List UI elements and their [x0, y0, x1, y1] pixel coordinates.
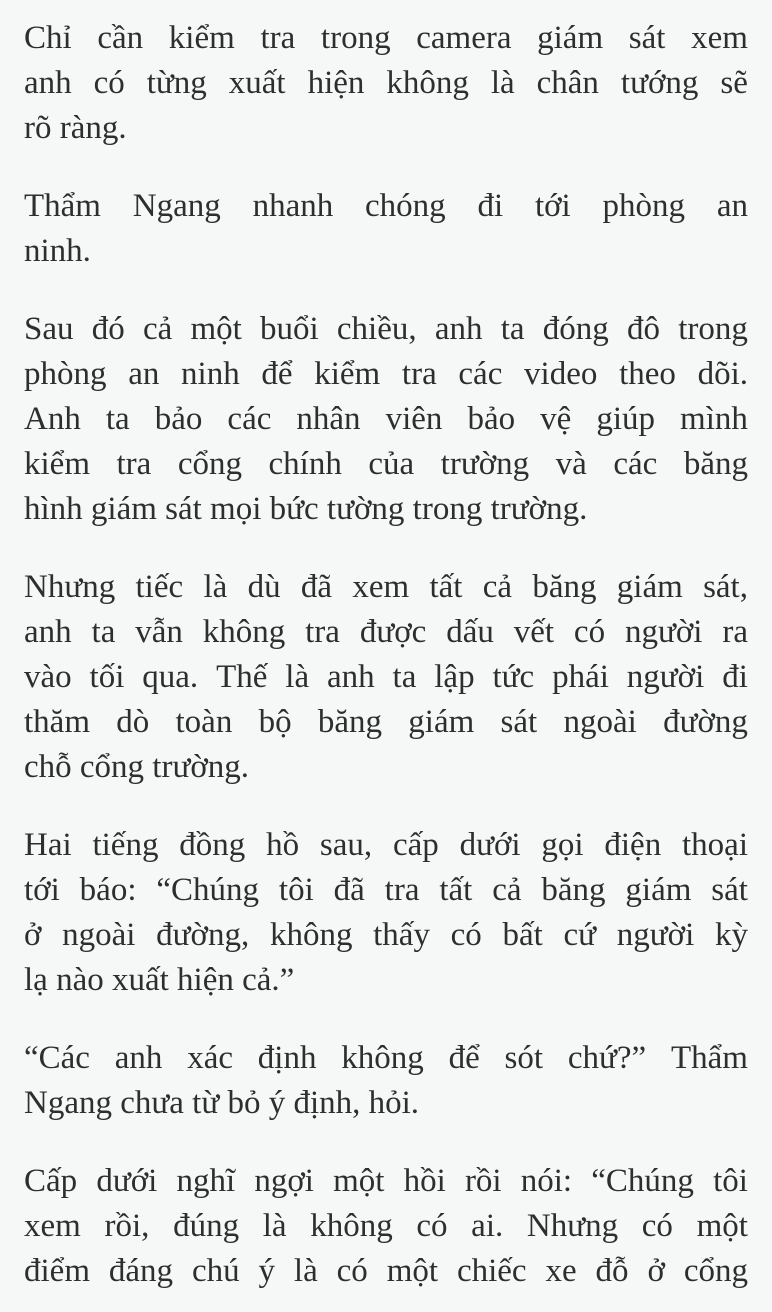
text-line: kiểm tra cổng chính của trường và các băng — [24, 446, 748, 482]
paragraph — [24, 565, 748, 790]
paragraph — [24, 823, 748, 1003]
text-line: ninh. — [24, 233, 91, 269]
text-line: chỗ cổng trường. — [24, 749, 250, 785]
text-line: phòng an ninh để kiểm tra các video theo dõi. — [24, 356, 748, 392]
paragraph — [24, 1036, 748, 1126]
text-line: ở ngoài đường, không thấy có bất cứ người kỳ — [24, 917, 748, 953]
text-line: rõ ràng. — [24, 110, 127, 146]
text-line: Sau đó cả một buổi chiều, anh ta đóng đô trong — [24, 311, 748, 347]
text-line: Thẩm Ngang nhanh chóng đi tới phòng an — [24, 188, 748, 224]
text-line: Nhưng tiếc là dù đã xem tất cả băng giám sát, — [24, 569, 748, 605]
paragraph — [24, 16, 748, 151]
text-line: anh có từng xuất hiện không là chân tướng sẽ — [24, 65, 748, 101]
text-line: tới báo: “Chúng tôi đã tra tất cả băng giám sát — [24, 872, 748, 908]
paragraph — [24, 1159, 748, 1294]
paragraph — [24, 184, 748, 274]
text-line: vào tối qua. Thế là anh ta lập tức phái người đi — [24, 659, 748, 695]
text-line: Hai tiếng đồng hồ sau, cấp dưới gọi điện thoại — [24, 827, 748, 863]
text-line: Ngang chưa từ bỏ ý định, hỏi. — [24, 1085, 420, 1121]
text-line: điểm đáng chú ý là có một chiếc xe đỗ ở cổng — [24, 1253, 748, 1289]
paragraph — [24, 307, 748, 532]
text-line: hình giám sát mọi bức tường trong trường. — [24, 491, 588, 527]
text-line: Chỉ cần kiểm tra trong camera giám sát xem — [24, 20, 748, 56]
text-line: thăm dò toàn bộ băng giám sát ngoài đường — [24, 704, 748, 740]
text-line: anh ta vẫn không tra được dấu vết có người ra — [24, 614, 748, 650]
text-line: “Các anh xác định không để sót chứ?” Thẩm — [24, 1040, 748, 1076]
text-line: lạ nào xuất hiện cả.” — [24, 962, 295, 998]
text-line: Cấp dưới nghĩ ngợi một hồi rồi nói: “Chúng tôi — [24, 1163, 748, 1199]
text-line: xem rồi, đúng là không có ai. Nhưng có một — [24, 1208, 748, 1244]
text-line: Anh ta bảo các nhân viên bảo vệ giúp mình — [24, 401, 748, 437]
